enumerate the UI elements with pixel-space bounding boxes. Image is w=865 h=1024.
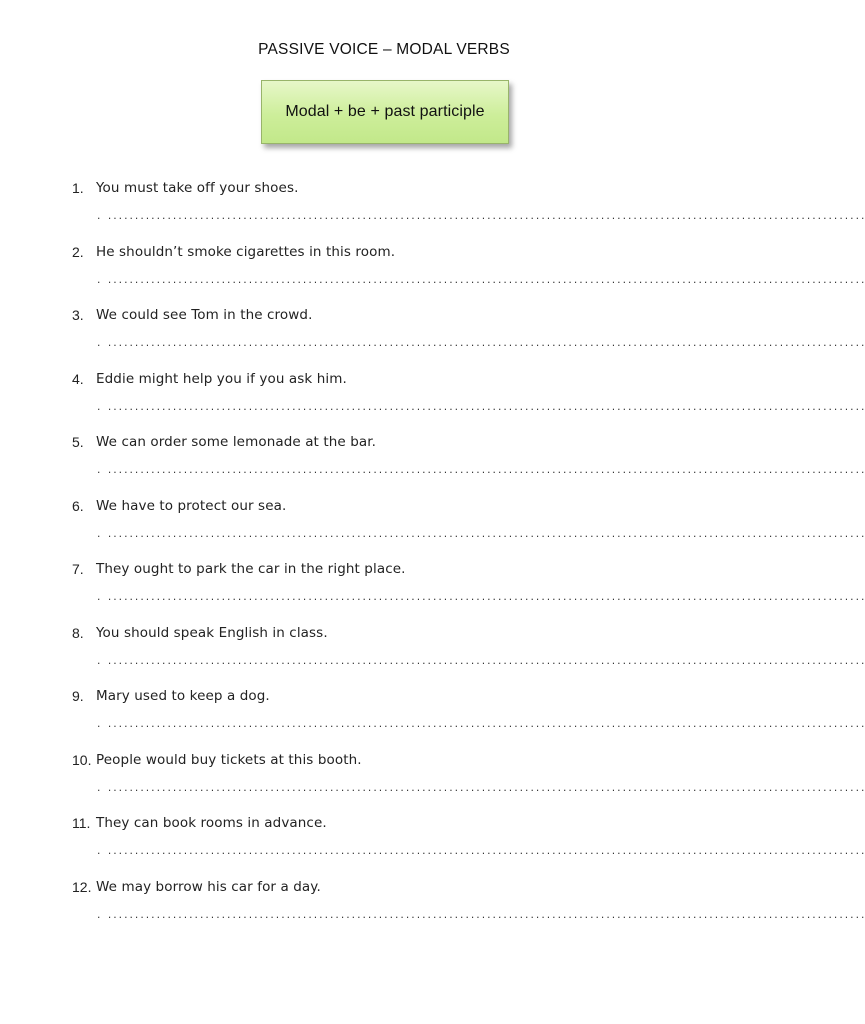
answer-line[interactable]: . ............................................................................................................................................ [96, 339, 865, 349]
exercise-item [72, 877, 865, 941]
exercise-sentence: They can book rooms in advance. [96, 815, 327, 831]
exercise-number: 9. [72, 688, 84, 704]
answer-line[interactable]: . ............................................................................................................................................ [96, 847, 865, 857]
exercise-item [72, 369, 865, 433]
exercise-number: 2. [72, 243, 84, 260]
exercise-item [72, 305, 865, 369]
exercise-number: 10. [72, 751, 92, 768]
exercise-number: 1. [72, 180, 84, 196]
exercise-item [72, 686, 865, 750]
exercise-sentence: You should speak English in class. [96, 624, 328, 641]
exercise-sentence: We have to protect our sea. [96, 497, 287, 514]
exercise-number: 4. [72, 370, 84, 387]
answer-line[interactable]: . ............................................................................................................................................ [96, 783, 865, 794]
exercise-sentence: You must take off your shoes. [96, 180, 299, 196]
exercise-sentence: We can order some lemonade at the bar. [96, 434, 377, 450]
answer-line[interactable]: . ............................................................................................................................................ [96, 529, 865, 540]
exercise-item [72, 559, 865, 623]
answer-line[interactable]: . ............................................................................................................................................ [96, 466, 865, 476]
exercise-item [72, 813, 865, 877]
answer-line[interactable]: . ............................................................................................................................................ [96, 910, 865, 921]
exercise-sentence: Mary used to keep a dog. [96, 688, 270, 704]
answer-line[interactable]: . ............................................................................................................................................ [96, 656, 865, 667]
exercise-number: 11. [72, 815, 91, 831]
page-title: PASSIVE VOICE – MODAL VERBS [258, 41, 510, 58]
exercise-sentence: We may borrow his car for a day. [96, 878, 321, 895]
exercise-sentence: They ought to park the car in the right place. [96, 561, 406, 577]
exercise-item [72, 432, 865, 496]
answer-line[interactable]: . ............................................................................................................................................ [96, 212, 865, 222]
formula-text: Modal + be + past participle [285, 103, 485, 120]
exercise-sentence: He shouldn’t smoke cigarettes in this room. [96, 243, 396, 260]
exercise-number: 6. [72, 497, 84, 514]
exercise-number: 5. [72, 434, 84, 450]
exercise-item [72, 623, 865, 687]
exercise-item [72, 242, 865, 306]
exercise-sentence: Eddie might help you if you ask him. [96, 370, 347, 387]
exercise-sentence: People would buy tickets at this booth. [96, 751, 362, 768]
answer-line[interactable]: . ............................................................................................................................................ [96, 720, 865, 730]
answer-line[interactable]: . ............................................................................................................................................ [96, 402, 865, 413]
answer-line[interactable]: . ............................................................................................................................................ [96, 275, 865, 286]
exercise-number: 3. [72, 307, 84, 323]
exercise-list [72, 178, 865, 940]
exercise-number: 7. [72, 561, 84, 577]
exercise-item [72, 178, 865, 242]
answer-line[interactable]: . ............................................................................................................................................ [96, 593, 865, 603]
exercise-item [72, 496, 865, 560]
exercise-number: 8. [72, 624, 84, 641]
exercise-number: 12. [72, 878, 92, 895]
exercise-item [72, 750, 865, 814]
formula-box [261, 80, 509, 144]
exercise-sentence: We could see Tom in the crowd. [96, 307, 313, 323]
